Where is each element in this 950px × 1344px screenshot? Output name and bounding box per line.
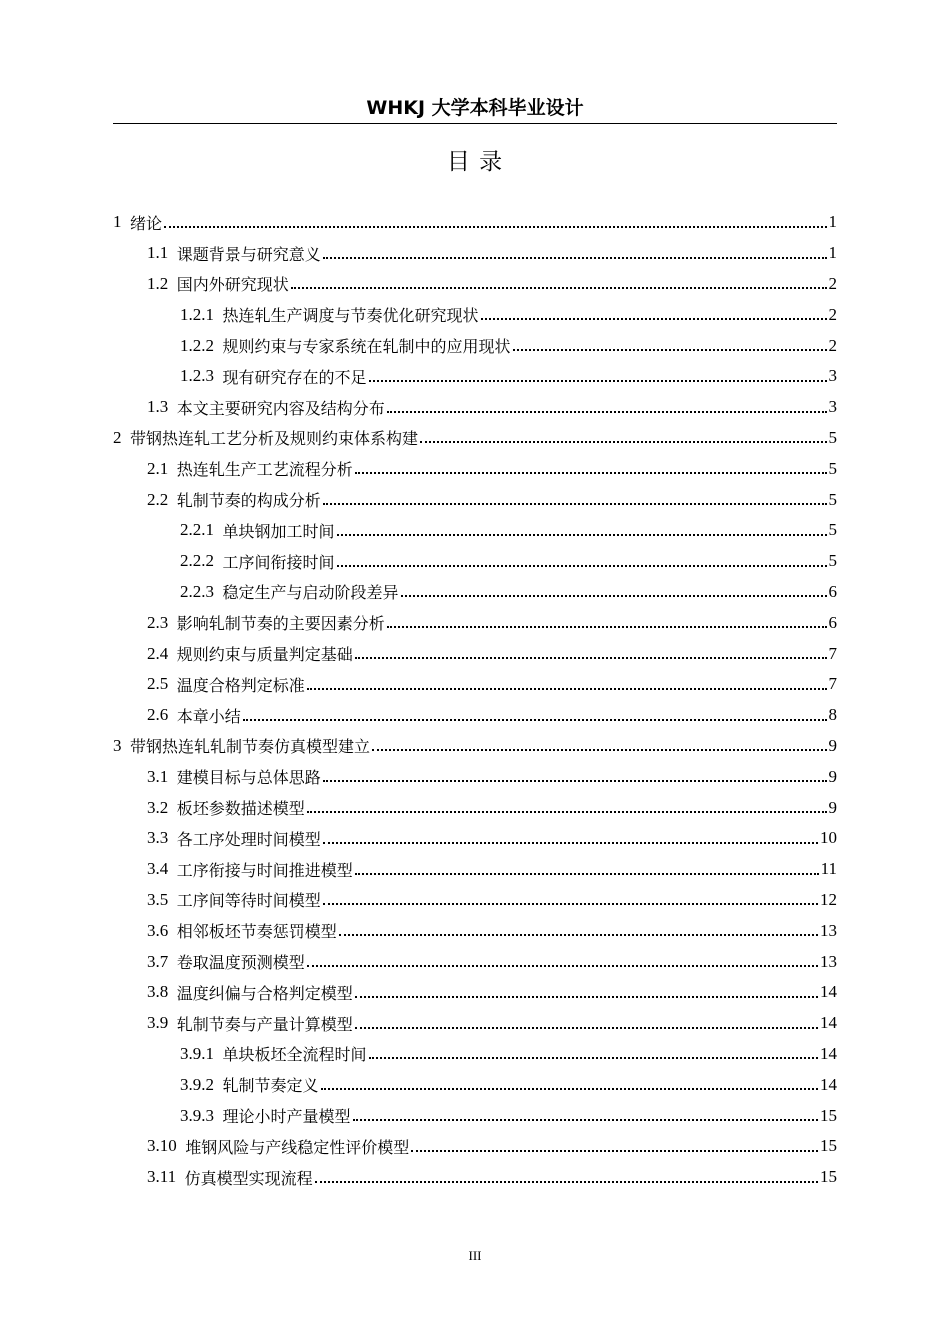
toc-entry-page: 10 xyxy=(820,828,837,848)
toc-entry[interactable] xyxy=(113,1069,837,1100)
toc-entry-page: 2 xyxy=(828,273,837,293)
toc-entry-title: 相邻板坯节奏惩罚模型 xyxy=(176,922,337,942)
toc-entry-page: 3 xyxy=(828,366,837,386)
toc-entry-number: 3.5 xyxy=(147,889,169,909)
toc-entry-page: 2 xyxy=(828,304,837,324)
toc-dot-leader xyxy=(315,1180,818,1183)
toc-entry-number: 1.1 xyxy=(147,243,169,263)
toc-entry-number: 3.11 xyxy=(147,1167,177,1187)
toc-dot-leader xyxy=(353,1118,818,1121)
toc-entry-title: 仿真模型实现流程 xyxy=(184,1168,313,1188)
toc-entry-title: 热连轧生产调度与节奏优化研究现状 xyxy=(222,306,479,326)
toc-dot-leader xyxy=(307,687,827,690)
toc-entry-page: 11 xyxy=(820,859,837,879)
toc-entry[interactable] xyxy=(113,1100,837,1131)
toc-entry-number: 2.2.1 xyxy=(180,520,214,540)
toc-entry[interactable] xyxy=(113,269,837,300)
toc-dot-leader xyxy=(401,594,827,597)
toc-entry[interactable] xyxy=(113,854,837,885)
toc-dot-leader xyxy=(355,471,827,474)
toc-entry-page: 9 xyxy=(828,766,837,786)
toc-dot-leader xyxy=(355,656,827,659)
toc-dot-leader xyxy=(355,872,819,875)
toc-entry-number: 3.9.3 xyxy=(180,1105,214,1125)
toc-entry-page: 8 xyxy=(828,705,837,725)
toc-entry[interactable] xyxy=(113,761,837,792)
toc-dot-leader xyxy=(369,1056,818,1059)
toc-entry-page: 15 xyxy=(820,1136,837,1156)
toc-entry-page: 13 xyxy=(820,920,837,940)
toc-entry-page: 5 xyxy=(828,551,837,571)
toc-entry-number: 3.2 xyxy=(147,797,169,817)
toc-entry[interactable] xyxy=(113,1039,837,1070)
toc-entry-number: 1.2.2 xyxy=(180,335,214,355)
toc-entry-title: 工序间衔接时间 xyxy=(222,552,335,572)
toc-entry-number: 1.3 xyxy=(147,397,169,417)
toc-entry-page: 7 xyxy=(828,643,837,663)
toc-entry[interactable] xyxy=(113,792,837,823)
toc-dot-leader xyxy=(291,286,827,289)
toc-entry-number: 3.8 xyxy=(147,982,169,1002)
toc-entry-number: 3 xyxy=(113,735,122,755)
toc-entry[interactable] xyxy=(113,1162,837,1193)
toc-dot-leader xyxy=(355,995,818,998)
toc-entry[interactable] xyxy=(113,946,837,977)
toc-entry[interactable] xyxy=(113,731,837,762)
toc-entry[interactable] xyxy=(113,823,837,854)
toc-entry-number: 2.2.2 xyxy=(180,551,214,571)
toc-dot-leader xyxy=(323,902,818,905)
toc-entry[interactable] xyxy=(113,915,837,946)
toc-entry[interactable] xyxy=(113,515,837,546)
toc-dot-leader xyxy=(323,502,827,505)
toc-entry-title: 现有研究存在的不足 xyxy=(222,367,367,387)
toc-entry-title: 带钢热连轧工艺分析及规则约束体系构建 xyxy=(130,429,419,449)
toc-entry-page: 14 xyxy=(820,1074,837,1094)
toc-dot-leader xyxy=(337,533,827,536)
toc-entry-page: 7 xyxy=(828,674,837,694)
toc-dot-leader xyxy=(323,256,827,259)
toc-dot-leader xyxy=(387,410,827,413)
toc-entry-title: 轧制节奏定义 xyxy=(222,1076,319,1096)
toc-dot-leader xyxy=(339,933,818,936)
toc-entry-page: 14 xyxy=(820,1013,837,1033)
toc-entry-number: 2.4 xyxy=(147,643,169,663)
toc-entry[interactable] xyxy=(113,238,837,269)
toc-entry-title: 稳定生产与启动阶段差异 xyxy=(222,583,399,603)
toc-entry-title: 单块钢加工时间 xyxy=(222,521,335,541)
toc-entry-title: 规则约束与专家系统在轧制中的应用现状 xyxy=(222,337,511,357)
toc-entry-number: 3.6 xyxy=(147,920,169,940)
toc-entry-page: 5 xyxy=(828,458,837,478)
toc-entry-page: 6 xyxy=(828,612,837,632)
toc-entry-page: 3 xyxy=(828,397,837,417)
toc-entry-number: 1 xyxy=(113,212,122,232)
toc-entry-title: 轧制节奏的构成分析 xyxy=(176,491,321,511)
toc-entry[interactable] xyxy=(113,361,837,392)
toc-entry-title: 堆钢风险与产线稳定性评价模型 xyxy=(185,1137,410,1157)
toc-dot-leader xyxy=(355,1026,818,1029)
toc-entry-page: 15 xyxy=(820,1167,837,1187)
toc-dot-leader xyxy=(323,841,818,844)
toc-dot-leader xyxy=(321,1087,818,1090)
toc-entry-page: 13 xyxy=(820,951,837,971)
toc-entry-number: 3.10 xyxy=(147,1136,177,1156)
toc-entry-number: 3.9.1 xyxy=(180,1043,214,1063)
toc-dot-leader xyxy=(411,1149,818,1152)
toc-entry-page: 5 xyxy=(828,489,837,509)
toc-dot-leader xyxy=(164,225,826,228)
toc-entry-title: 热连轧生产工艺流程分析 xyxy=(176,460,353,480)
toc-dot-leader xyxy=(307,810,827,813)
toc-entry-number: 2.3 xyxy=(147,612,169,632)
toc-entry-number: 2.2.3 xyxy=(180,581,214,601)
toc-entry[interactable] xyxy=(113,700,837,731)
toc-entry-page: 14 xyxy=(820,1043,837,1063)
toc-entry-number: 3.9 xyxy=(147,1013,169,1033)
toc-entry-page: 12 xyxy=(820,889,837,909)
toc-entry-number: 1.2.3 xyxy=(180,366,214,386)
toc-entry-title: 工序衔接与时间推进模型 xyxy=(176,860,353,880)
toc-dot-leader xyxy=(481,317,827,320)
toc-entry-page: 14 xyxy=(820,982,837,1002)
toc-dot-leader xyxy=(337,564,827,567)
toc-entry-page: 5 xyxy=(828,520,837,540)
toc-entry-page: 2 xyxy=(828,335,837,355)
toc-entry-number: 2.6 xyxy=(147,705,169,725)
toc-dot-leader xyxy=(307,964,818,967)
toc-entry[interactable] xyxy=(113,484,837,515)
toc-entry[interactable] xyxy=(113,392,837,423)
toc-entry-page: 9 xyxy=(828,797,837,817)
toc-title: 目 录 xyxy=(446,149,504,175)
toc-entry[interactable] xyxy=(113,1008,837,1039)
toc-entry[interactable] xyxy=(113,885,837,916)
toc-entry[interactable] xyxy=(113,577,837,608)
toc-entry-title: 温度合格判定标准 xyxy=(176,675,305,695)
table-of-contents xyxy=(113,207,837,1193)
toc-entry-number: 2.5 xyxy=(147,674,169,694)
toc-entry[interactable] xyxy=(113,607,837,638)
toc-entry-title: 单块板坯全流程时间 xyxy=(222,1045,367,1065)
toc-entry-number: 3.7 xyxy=(147,951,169,971)
toc-entry-number: 3.1 xyxy=(147,766,169,786)
toc-entry-number: 3.9.2 xyxy=(180,1074,214,1094)
toc-entry[interactable] xyxy=(113,638,837,669)
toc-entry-title: 国内外研究现状 xyxy=(176,275,289,295)
toc-entry[interactable] xyxy=(113,546,837,577)
toc-entry[interactable] xyxy=(113,453,837,484)
toc-dot-leader xyxy=(323,779,827,782)
toc-entry-title: 建模目标与总体思路 xyxy=(176,768,321,788)
toc-entry-page: 6 xyxy=(828,581,837,601)
toc-entry-page: 1 xyxy=(828,243,837,263)
toc-entry-number: 3.4 xyxy=(147,859,169,879)
toc-entry-page: 9 xyxy=(828,735,837,755)
toc-entry-title: 本章小结 xyxy=(176,706,241,726)
toc-entry-number: 2.2 xyxy=(147,489,169,509)
toc-entry[interactable] xyxy=(113,299,837,330)
page-number: III xyxy=(468,1248,482,1263)
toc-entry[interactable] xyxy=(113,977,837,1008)
toc-entry-title: 各工序处理时间模型 xyxy=(176,829,321,849)
toc-entry-number: 1.2 xyxy=(147,273,169,293)
toc-dot-leader xyxy=(243,718,827,721)
toc-entry-page: 1 xyxy=(828,212,837,232)
toc-entry-title: 影响轧制节奏的主要因素分析 xyxy=(176,614,385,634)
toc-entry-title: 轧制节奏与产量计算模型 xyxy=(176,1014,353,1034)
toc-entry-title: 带钢热连轧轧制节奏仿真模型建立 xyxy=(130,737,371,757)
toc-entry-number: 2.1 xyxy=(147,458,169,478)
toc-entry-title: 板坯参数描述模型 xyxy=(176,799,305,819)
toc-dot-leader xyxy=(369,379,827,382)
toc-entry-title: 理论小时产量模型 xyxy=(222,1107,351,1126)
toc-entry-number: 2 xyxy=(113,427,122,447)
toc-dot-leader xyxy=(372,748,826,751)
toc-entry[interactable] xyxy=(113,330,837,361)
toc-entry-title: 规则约束与质量判定基础 xyxy=(176,645,353,665)
toc-entry-title: 温度纠偏与合格判定模型 xyxy=(176,983,353,1003)
toc-entry-title: 工序间等待时间模型 xyxy=(176,891,321,911)
toc-dot-leader xyxy=(513,348,827,351)
toc-entry-title: 课题背景与研究意义 xyxy=(176,244,321,264)
page-header: WHKJ 大学本科毕业设计 xyxy=(113,93,837,124)
toc-entry[interactable] xyxy=(113,669,837,700)
toc-dot-leader xyxy=(387,625,827,628)
toc-entry-title: 绪论 xyxy=(130,213,163,233)
toc-entry-page: 15 xyxy=(820,1105,837,1125)
toc-entry-title: 本文主要研究内容及结构分布 xyxy=(176,398,385,418)
toc-entry[interactable] xyxy=(113,207,837,238)
toc-entry[interactable] xyxy=(113,1131,837,1162)
toc-dot-leader xyxy=(420,440,826,443)
toc-entry[interactable] xyxy=(113,423,837,454)
toc-entry-number: 1.2.1 xyxy=(180,304,214,324)
toc-entry-number: 3.3 xyxy=(147,828,169,848)
toc-entry-title: 卷取温度预测模型 xyxy=(176,953,305,973)
toc-entry-page: 5 xyxy=(828,427,837,447)
